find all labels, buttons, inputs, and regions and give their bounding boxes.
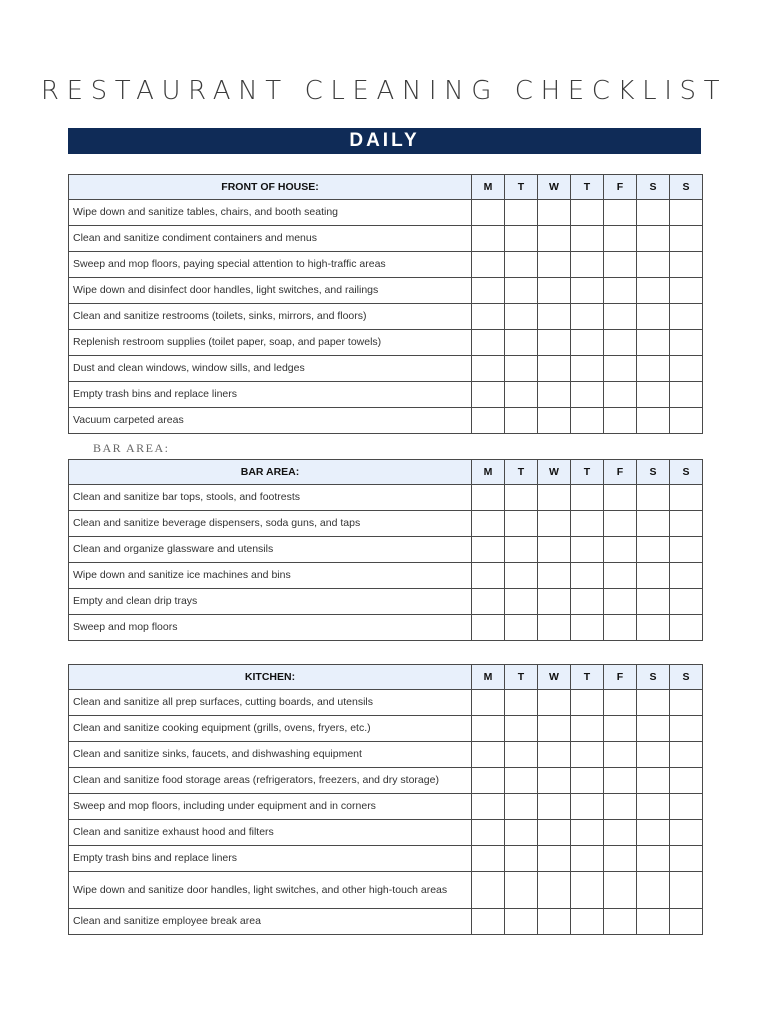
check-cell-sunday[interactable]: [670, 846, 703, 872]
check-cell-wednesday[interactable]: [538, 511, 571, 537]
kitchen-table: [68, 664, 703, 935]
check-cell-sunday[interactable]: [670, 716, 703, 742]
check-cell-friday[interactable]: [604, 589, 637, 615]
day-header-friday: F: [604, 175, 637, 200]
check-cell-friday[interactable]: [604, 252, 637, 278]
task-label: Clean and sanitize bar tops, stools, and footrests: [69, 485, 472, 511]
page-title: RESTAURANT CLEANING CHECKLIST: [40, 76, 728, 106]
task-label: Clean and sanitize cooking equipment (grills, ovens, fryers, etc.): [69, 716, 472, 742]
check-cell-monday[interactable]: [472, 226, 505, 252]
section-header: BAR AREA:: [69, 460, 472, 485]
check-cell-monday[interactable]: [472, 794, 505, 820]
check-cell-saturday[interactable]: [637, 537, 670, 563]
check-cell-tuesday[interactable]: [505, 742, 538, 768]
check-cell-friday[interactable]: [604, 716, 637, 742]
check-cell-thursday[interactable]: [571, 226, 604, 252]
check-cell-friday[interactable]: [604, 537, 637, 563]
check-cell-thursday[interactable]: [571, 846, 604, 872]
day-header-wednesday: W: [538, 665, 571, 690]
task-label: Clean and sanitize all prep surfaces, cutting boards, and utensils: [69, 690, 472, 716]
check-cell-wednesday[interactable]: [538, 304, 571, 330]
check-cell-thursday[interactable]: [571, 872, 604, 909]
check-cell-saturday[interactable]: [637, 252, 670, 278]
check-cell-tuesday[interactable]: [505, 909, 538, 935]
day-header-tuesday: T: [505, 175, 538, 200]
check-cell-tuesday[interactable]: [505, 356, 538, 382]
day-header-monday: M: [472, 175, 505, 200]
day-header-thursday: T: [571, 665, 604, 690]
check-cell-friday[interactable]: [604, 615, 637, 641]
table-row: [69, 356, 703, 382]
check-cell-wednesday[interactable]: [538, 382, 571, 408]
table-row: [69, 537, 703, 563]
day-header-friday: F: [604, 665, 637, 690]
check-cell-tuesday[interactable]: [505, 615, 538, 641]
check-cell-tuesday[interactable]: [505, 278, 538, 304]
check-cell-friday[interactable]: [604, 909, 637, 935]
check-cell-monday[interactable]: [472, 768, 505, 794]
section-header: FRONT OF HOUSE:: [69, 175, 472, 200]
check-cell-friday[interactable]: [604, 226, 637, 252]
check-cell-friday[interactable]: [604, 690, 637, 716]
check-cell-thursday[interactable]: [571, 304, 604, 330]
check-cell-monday[interactable]: [472, 690, 505, 716]
check-cell-saturday[interactable]: [637, 742, 670, 768]
table-header-row: [69, 460, 703, 485]
day-header-tuesday: T: [505, 665, 538, 690]
task-label: Sweep and mop floors: [69, 615, 472, 641]
check-cell-saturday[interactable]: [637, 382, 670, 408]
check-cell-friday[interactable]: [604, 304, 637, 330]
check-cell-wednesday[interactable]: [538, 820, 571, 846]
check-cell-monday[interactable]: [472, 820, 505, 846]
task-label: Vacuum carpeted areas: [69, 408, 472, 434]
section-header: KITCHEN:: [69, 665, 472, 690]
check-cell-thursday[interactable]: [571, 485, 604, 511]
day-header-wednesday: W: [538, 460, 571, 485]
check-cell-saturday[interactable]: [637, 872, 670, 909]
check-cell-sunday[interactable]: [670, 330, 703, 356]
check-cell-friday[interactable]: [604, 382, 637, 408]
task-label: Wipe down and sanitize tables, chairs, and booth seating: [69, 200, 472, 226]
task-label: Clean and sanitize restrooms (toilets, sinks, mirrors, and floors): [69, 304, 472, 330]
check-cell-thursday[interactable]: [571, 408, 604, 434]
table-row: [69, 200, 703, 226]
check-cell-monday[interactable]: [472, 408, 505, 434]
task-label: Sweep and mop floors, paying special attention to high-traffic areas: [69, 252, 472, 278]
day-header-monday: M: [472, 665, 505, 690]
table-row: [69, 742, 703, 768]
check-cell-sunday[interactable]: [670, 820, 703, 846]
task-label: Wipe down and sanitize ice machines and bins: [69, 563, 472, 589]
check-cell-saturday[interactable]: [637, 820, 670, 846]
check-cell-tuesday[interactable]: [505, 330, 538, 356]
check-cell-tuesday[interactable]: [505, 537, 538, 563]
check-cell-thursday[interactable]: [571, 909, 604, 935]
check-cell-friday[interactable]: [604, 408, 637, 434]
check-cell-sunday[interactable]: [670, 304, 703, 330]
check-cell-wednesday[interactable]: [538, 716, 571, 742]
day-header-thursday: T: [571, 460, 604, 485]
check-cell-tuesday[interactable]: [505, 226, 538, 252]
task-label: Clean and sanitize sinks, faucets, and dishwashing equipment: [69, 742, 472, 768]
check-cell-saturday[interactable]: [637, 589, 670, 615]
table-row: [69, 226, 703, 252]
check-cell-wednesday[interactable]: [538, 768, 571, 794]
check-cell-tuesday[interactable]: [505, 304, 538, 330]
day-header-wednesday: W: [538, 175, 571, 200]
check-cell-wednesday[interactable]: [538, 226, 571, 252]
check-cell-thursday[interactable]: [571, 615, 604, 641]
check-cell-monday[interactable]: [472, 589, 505, 615]
check-cell-tuesday[interactable]: [505, 690, 538, 716]
task-label: Replenish restroom supplies (toilet paper, soap, and paper towels): [69, 330, 472, 356]
day-header-sunday: S: [670, 460, 703, 485]
check-cell-friday[interactable]: [604, 200, 637, 226]
check-cell-thursday[interactable]: [571, 356, 604, 382]
task-label: Clean and sanitize employee break area: [69, 909, 472, 935]
check-cell-saturday[interactable]: [637, 716, 670, 742]
check-cell-thursday[interactable]: [571, 563, 604, 589]
check-cell-friday[interactable]: [604, 356, 637, 382]
check-cell-wednesday[interactable]: [538, 690, 571, 716]
check-cell-monday[interactable]: [472, 356, 505, 382]
check-cell-saturday[interactable]: [637, 408, 670, 434]
table-row: [69, 794, 703, 820]
bar-area-label: BAR AREA:: [93, 441, 170, 455]
check-cell-sunday[interactable]: [670, 742, 703, 768]
task-label: Wipe down and sanitize door handles, light switches, and other high-touch areas: [69, 872, 472, 909]
check-cell-tuesday[interactable]: [505, 846, 538, 872]
check-cell-monday[interactable]: [472, 382, 505, 408]
day-header-tuesday: T: [505, 460, 538, 485]
check-cell-sunday[interactable]: [670, 408, 703, 434]
check-cell-saturday[interactable]: [637, 226, 670, 252]
check-cell-monday[interactable]: [472, 909, 505, 935]
check-cell-sunday[interactable]: [670, 794, 703, 820]
task-label: Clean and organize glassware and utensils: [69, 537, 472, 563]
task-label: Clean and sanitize condiment containers and menus: [69, 226, 472, 252]
check-cell-sunday[interactable]: [670, 485, 703, 511]
check-cell-wednesday[interactable]: [538, 200, 571, 226]
table-row: [69, 615, 703, 641]
day-header-sunday: S: [670, 175, 703, 200]
day-header-thursday: T: [571, 175, 604, 200]
check-cell-sunday[interactable]: [670, 200, 703, 226]
check-cell-tuesday[interactable]: [505, 408, 538, 434]
check-cell-saturday[interactable]: [637, 485, 670, 511]
check-cell-friday[interactable]: [604, 563, 637, 589]
check-cell-friday[interactable]: [604, 485, 637, 511]
table-row: [69, 563, 703, 589]
check-cell-thursday[interactable]: [571, 690, 604, 716]
check-cell-friday[interactable]: [604, 742, 637, 768]
task-label: Empty trash bins and replace liners: [69, 382, 472, 408]
table-header-row: [69, 175, 703, 200]
check-cell-monday[interactable]: [472, 200, 505, 226]
day-header-saturday: S: [637, 460, 670, 485]
check-cell-wednesday[interactable]: [538, 356, 571, 382]
check-cell-wednesday[interactable]: [538, 537, 571, 563]
check-cell-wednesday[interactable]: [538, 330, 571, 356]
check-cell-wednesday[interactable]: [538, 278, 571, 304]
check-cell-wednesday[interactable]: [538, 909, 571, 935]
table-row: [69, 820, 703, 846]
table-row: [69, 768, 703, 794]
check-cell-saturday[interactable]: [637, 794, 670, 820]
task-label: Wipe down and disinfect door handles, light switches, and railings: [69, 278, 472, 304]
task-label: Empty trash bins and replace liners: [69, 846, 472, 872]
check-cell-friday[interactable]: [604, 330, 637, 356]
check-cell-tuesday[interactable]: [505, 382, 538, 408]
check-cell-tuesday[interactable]: [505, 794, 538, 820]
check-cell-wednesday[interactable]: [538, 563, 571, 589]
check-cell-wednesday[interactable]: [538, 846, 571, 872]
check-cell-saturday[interactable]: [637, 200, 670, 226]
check-cell-saturday[interactable]: [637, 909, 670, 935]
check-cell-wednesday[interactable]: [538, 485, 571, 511]
check-cell-tuesday[interactable]: [505, 200, 538, 226]
check-cell-sunday[interactable]: [670, 615, 703, 641]
check-cell-saturday[interactable]: [637, 846, 670, 872]
check-cell-wednesday[interactable]: [538, 872, 571, 909]
check-cell-thursday[interactable]: [571, 252, 604, 278]
table-row: [69, 408, 703, 434]
check-cell-friday[interactable]: [604, 872, 637, 909]
check-cell-thursday[interactable]: [571, 820, 604, 846]
task-label: Clean and sanitize beverage dispensers, soda guns, and taps: [69, 511, 472, 537]
check-cell-thursday[interactable]: [571, 382, 604, 408]
check-cell-tuesday[interactable]: [505, 563, 538, 589]
check-cell-saturday[interactable]: [637, 690, 670, 716]
check-cell-sunday[interactable]: [670, 226, 703, 252]
check-cell-tuesday[interactable]: [505, 511, 538, 537]
check-cell-friday[interactable]: [604, 846, 637, 872]
check-cell-thursday[interactable]: [571, 768, 604, 794]
check-cell-friday[interactable]: [604, 511, 637, 537]
check-cell-saturday[interactable]: [637, 356, 670, 382]
check-cell-thursday[interactable]: [571, 330, 604, 356]
check-cell-thursday[interactable]: [571, 511, 604, 537]
check-cell-monday[interactable]: [472, 615, 505, 641]
check-cell-sunday[interactable]: [670, 872, 703, 909]
task-label: Empty and clean drip trays: [69, 589, 472, 615]
check-cell-tuesday[interactable]: [505, 485, 538, 511]
check-cell-sunday[interactable]: [670, 589, 703, 615]
check-cell-thursday[interactable]: [571, 794, 604, 820]
check-cell-monday[interactable]: [472, 872, 505, 909]
check-cell-tuesday[interactable]: [505, 716, 538, 742]
table-row: [69, 304, 703, 330]
task-label: Sweep and mop floors, including under equipment and in corners: [69, 794, 472, 820]
table-row: [69, 690, 703, 716]
check-cell-friday[interactable]: [604, 278, 637, 304]
check-cell-tuesday[interactable]: [505, 252, 538, 278]
check-cell-saturday[interactable]: [637, 278, 670, 304]
table-row: [69, 511, 703, 537]
check-cell-friday[interactable]: [604, 768, 637, 794]
day-header-sunday: S: [670, 665, 703, 690]
check-cell-monday[interactable]: [472, 716, 505, 742]
check-cell-saturday[interactable]: [637, 330, 670, 356]
check-cell-saturday[interactable]: [637, 768, 670, 794]
table-row: [69, 716, 703, 742]
day-header-saturday: S: [637, 175, 670, 200]
check-cell-thursday[interactable]: [571, 537, 604, 563]
table-row: [69, 846, 703, 872]
check-cell-monday[interactable]: [472, 252, 505, 278]
check-cell-thursday[interactable]: [571, 200, 604, 226]
check-cell-tuesday[interactable]: [505, 872, 538, 909]
check-cell-wednesday[interactable]: [538, 252, 571, 278]
check-cell-saturday[interactable]: [637, 615, 670, 641]
check-cell-monday[interactable]: [472, 742, 505, 768]
check-cell-wednesday[interactable]: [538, 615, 571, 641]
check-cell-monday[interactable]: [472, 485, 505, 511]
table-header-row: [69, 665, 703, 690]
check-cell-monday[interactable]: [472, 278, 505, 304]
table-row: [69, 589, 703, 615]
check-cell-thursday[interactable]: [571, 742, 604, 768]
check-cell-thursday[interactable]: [571, 278, 604, 304]
check-cell-sunday[interactable]: [670, 690, 703, 716]
check-cell-wednesday[interactable]: [538, 589, 571, 615]
daily-banner: DAILY: [68, 128, 701, 154]
task-label: Dust and clean windows, window sills, and ledges: [69, 356, 472, 382]
check-cell-monday[interactable]: [472, 846, 505, 872]
table-row: [69, 330, 703, 356]
check-cell-sunday[interactable]: [670, 278, 703, 304]
check-cell-sunday[interactable]: [670, 356, 703, 382]
day-header-friday: F: [604, 460, 637, 485]
check-cell-saturday[interactable]: [637, 511, 670, 537]
front-of-house-table: [68, 174, 703, 434]
check-cell-sunday[interactable]: [670, 382, 703, 408]
check-cell-sunday[interactable]: [670, 768, 703, 794]
check-cell-saturday[interactable]: [637, 563, 670, 589]
check-cell-sunday[interactable]: [670, 537, 703, 563]
check-cell-monday[interactable]: [472, 563, 505, 589]
check-cell-wednesday[interactable]: [538, 408, 571, 434]
table-row: [69, 909, 703, 935]
check-cell-sunday[interactable]: [670, 563, 703, 589]
check-cell-monday[interactable]: [472, 537, 505, 563]
bar-area-table: [68, 459, 703, 641]
check-cell-tuesday[interactable]: [505, 820, 538, 846]
check-cell-sunday[interactable]: [670, 252, 703, 278]
check-cell-wednesday[interactable]: [538, 742, 571, 768]
check-cell-friday[interactable]: [604, 820, 637, 846]
check-cell-saturday[interactable]: [637, 304, 670, 330]
table-row: [69, 278, 703, 304]
check-cell-tuesday[interactable]: [505, 589, 538, 615]
table-row: [69, 252, 703, 278]
day-header-monday: M: [472, 460, 505, 485]
check-cell-monday[interactable]: [472, 511, 505, 537]
check-cell-thursday[interactable]: [571, 716, 604, 742]
check-cell-sunday[interactable]: [670, 511, 703, 537]
check-cell-monday[interactable]: [472, 330, 505, 356]
task-label: Clean and sanitize food storage areas (refrigerators, freezers, and dry storage): [69, 768, 472, 794]
table-row: [69, 872, 703, 909]
day-header-saturday: S: [637, 665, 670, 690]
table-row: [69, 382, 703, 408]
check-cell-monday[interactable]: [472, 304, 505, 330]
check-cell-tuesday[interactable]: [505, 768, 538, 794]
check-cell-thursday[interactable]: [571, 589, 604, 615]
table-row: [69, 485, 703, 511]
check-cell-wednesday[interactable]: [538, 794, 571, 820]
task-label: Clean and sanitize exhaust hood and filters: [69, 820, 472, 846]
check-cell-sunday[interactable]: [670, 909, 703, 935]
check-cell-friday[interactable]: [604, 794, 637, 820]
